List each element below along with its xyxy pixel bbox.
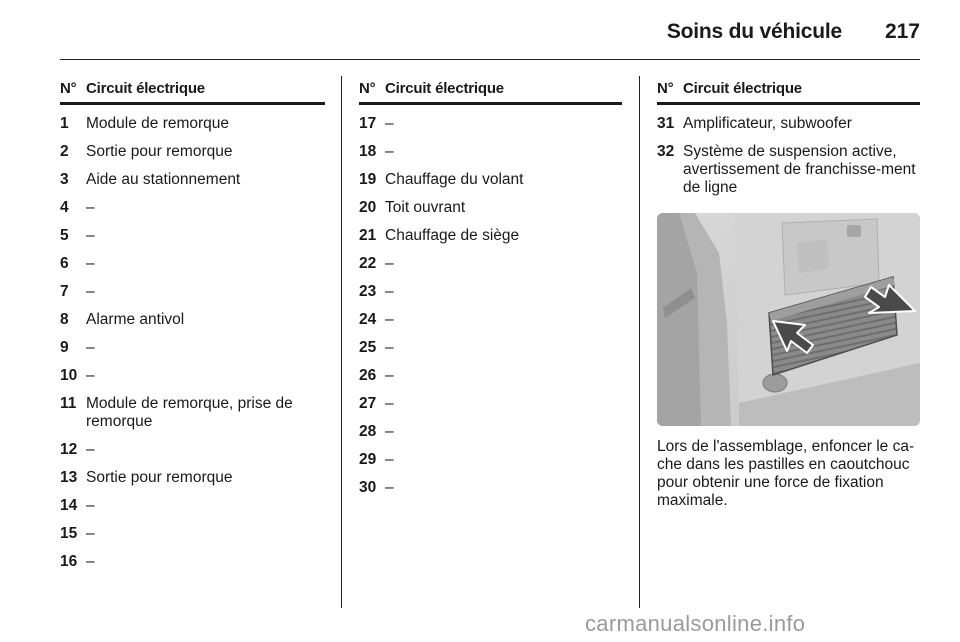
- table-row: [60, 469, 325, 487]
- circuit-number: 15: [60, 525, 78, 542]
- circuit-number: 13: [60, 469, 78, 486]
- table-row: [60, 227, 325, 245]
- table-row: [60, 283, 325, 301]
- circuit-description: –: [385, 395, 394, 412]
- circuit-description: –: [385, 311, 394, 328]
- watermark: carmanualsonline.info: [585, 611, 806, 636]
- trim-cover-illustration-svg: [657, 213, 920, 426]
- circuit-description: –: [86, 367, 95, 384]
- circuit-description: –: [385, 479, 394, 496]
- circuit-number: 24: [359, 311, 377, 328]
- circuit-description: –: [86, 199, 95, 216]
- circuit-description: Chauffage de siège: [385, 227, 520, 244]
- table-row: [359, 479, 622, 497]
- header-circuit: Circuit électrique: [385, 80, 504, 97]
- circuit-description: Module de remorque, prise de remorque: [86, 395, 293, 430]
- instruction-text: Lors de l'assemblage, enfoncer le ca-che dans les pastilles en caoutchouc pour obtenir une force de fixation maximale.: [657, 438, 915, 509]
- table-row: [359, 339, 622, 357]
- circuit-number: 17: [359, 115, 377, 132]
- circuit-number: 2: [60, 143, 69, 160]
- table-row: [359, 311, 622, 329]
- circuit-description: –: [385, 115, 394, 132]
- table-row: [60, 339, 325, 357]
- table-row: [657, 143, 920, 197]
- circuit-description: –: [86, 283, 95, 300]
- circuit-description: Aide au stationnement: [86, 171, 241, 188]
- table-row: [359, 143, 622, 161]
- circuit-description: –: [385, 143, 394, 160]
- table-row: [359, 255, 622, 273]
- circuit-number: 9: [60, 339, 69, 356]
- circuit-number: 18: [359, 143, 377, 160]
- column-divider: [341, 76, 342, 608]
- circuit-number: 3: [60, 171, 69, 188]
- circuit-number: 21: [359, 227, 377, 244]
- circuit-number: 29: [359, 451, 377, 468]
- header-number: N°: [60, 80, 77, 97]
- circuit-description: Alarme antivol: [86, 311, 185, 328]
- table-header: [60, 80, 325, 105]
- circuit-number: 10: [60, 367, 78, 384]
- circuit-number: 23: [359, 283, 377, 300]
- circuit-number: 19: [359, 171, 377, 188]
- circuit-number: 11: [60, 395, 77, 412]
- circuit-number: 7: [60, 283, 69, 300]
- circuit-description: –: [385, 423, 394, 440]
- table-row: [60, 395, 325, 431]
- table-row: [359, 199, 622, 217]
- circuit-number: 27: [359, 395, 377, 412]
- header-circuit: Circuit électrique: [683, 80, 802, 97]
- circuit-description: –: [86, 441, 95, 458]
- table-row: [60, 199, 325, 217]
- circuit-description: –: [86, 255, 95, 272]
- circuit-description: –: [385, 283, 394, 300]
- circuit-number: 4: [60, 199, 69, 216]
- circuit-number: 20: [359, 199, 377, 216]
- circuit-number: 6: [60, 255, 69, 272]
- circuit-number: 28: [359, 423, 377, 440]
- circuit-description: Système de suspension active, avertissement de franchisse-ment de ligne: [683, 143, 916, 196]
- circuit-number: 16: [60, 553, 78, 570]
- circuit-number: 22: [359, 255, 377, 272]
- table-row: [60, 171, 325, 189]
- table-row: [60, 553, 325, 571]
- page-number: 217: [884, 20, 920, 43]
- circuit-description: Toit ouvrant: [385, 199, 466, 216]
- circuit-number: 30: [359, 479, 377, 496]
- table-row: [359, 283, 622, 301]
- table-row: [60, 311, 325, 329]
- circuit-description: –: [385, 367, 394, 384]
- header-divider: [60, 59, 920, 60]
- table-row: [60, 525, 325, 543]
- table-row: [359, 227, 622, 245]
- table-row: [359, 171, 622, 189]
- page-title: Soins du véhicule: [666, 20, 842, 43]
- circuit-description: –: [86, 497, 95, 514]
- circuit-description: Amplificateur, subwoofer: [683, 115, 852, 132]
- table-row: [657, 115, 920, 133]
- circuit-description: –: [86, 525, 95, 542]
- circuit-number: 32: [657, 143, 675, 160]
- circuit-number: 12: [60, 441, 78, 458]
- circuit-description: –: [86, 227, 95, 244]
- circuit-description: –: [86, 339, 95, 356]
- table-row: [60, 441, 325, 459]
- table-row: [359, 367, 622, 385]
- header-circuit: Circuit électrique: [86, 80, 205, 97]
- circuit-number: 8: [60, 311, 69, 328]
- table-row: [60, 143, 325, 161]
- circuit-description: –: [385, 255, 394, 272]
- table-header: [657, 80, 920, 105]
- table-row: [60, 497, 325, 515]
- trim-cover-illustration: [657, 213, 920, 426]
- fuse-table-column-3: [657, 80, 920, 207]
- header-number: N°: [657, 80, 674, 97]
- circuit-description: –: [385, 451, 394, 468]
- table-row: [60, 367, 325, 385]
- circuit-number: 1: [60, 115, 69, 132]
- circuit-description: Chauffage du volant: [385, 171, 524, 188]
- table-row: [60, 255, 325, 273]
- header-number: N°: [359, 80, 376, 97]
- fuse-table-column-1: [60, 80, 325, 581]
- table-row: [359, 451, 622, 469]
- table-row: [359, 115, 622, 133]
- column-divider: [639, 76, 640, 608]
- circuit-number: 14: [60, 497, 78, 514]
- fuse-table-column-2: [359, 80, 622, 507]
- table-row: [359, 423, 622, 441]
- circuit-description: Sortie pour remorque: [86, 143, 233, 160]
- circuit-description: Module de remorque: [86, 115, 230, 132]
- circuit-description: Sortie pour remorque: [86, 469, 233, 486]
- circuit-number: 25: [359, 339, 377, 356]
- table-header: [359, 80, 622, 105]
- circuit-number: 26: [359, 367, 377, 384]
- circuit-description: –: [86, 553, 95, 570]
- circuit-number: 31: [657, 115, 675, 132]
- circuit-description: –: [385, 339, 394, 356]
- table-row: [359, 395, 622, 413]
- circuit-number: 5: [60, 227, 69, 244]
- page-header: [60, 14, 920, 50]
- table-row: [60, 115, 325, 133]
